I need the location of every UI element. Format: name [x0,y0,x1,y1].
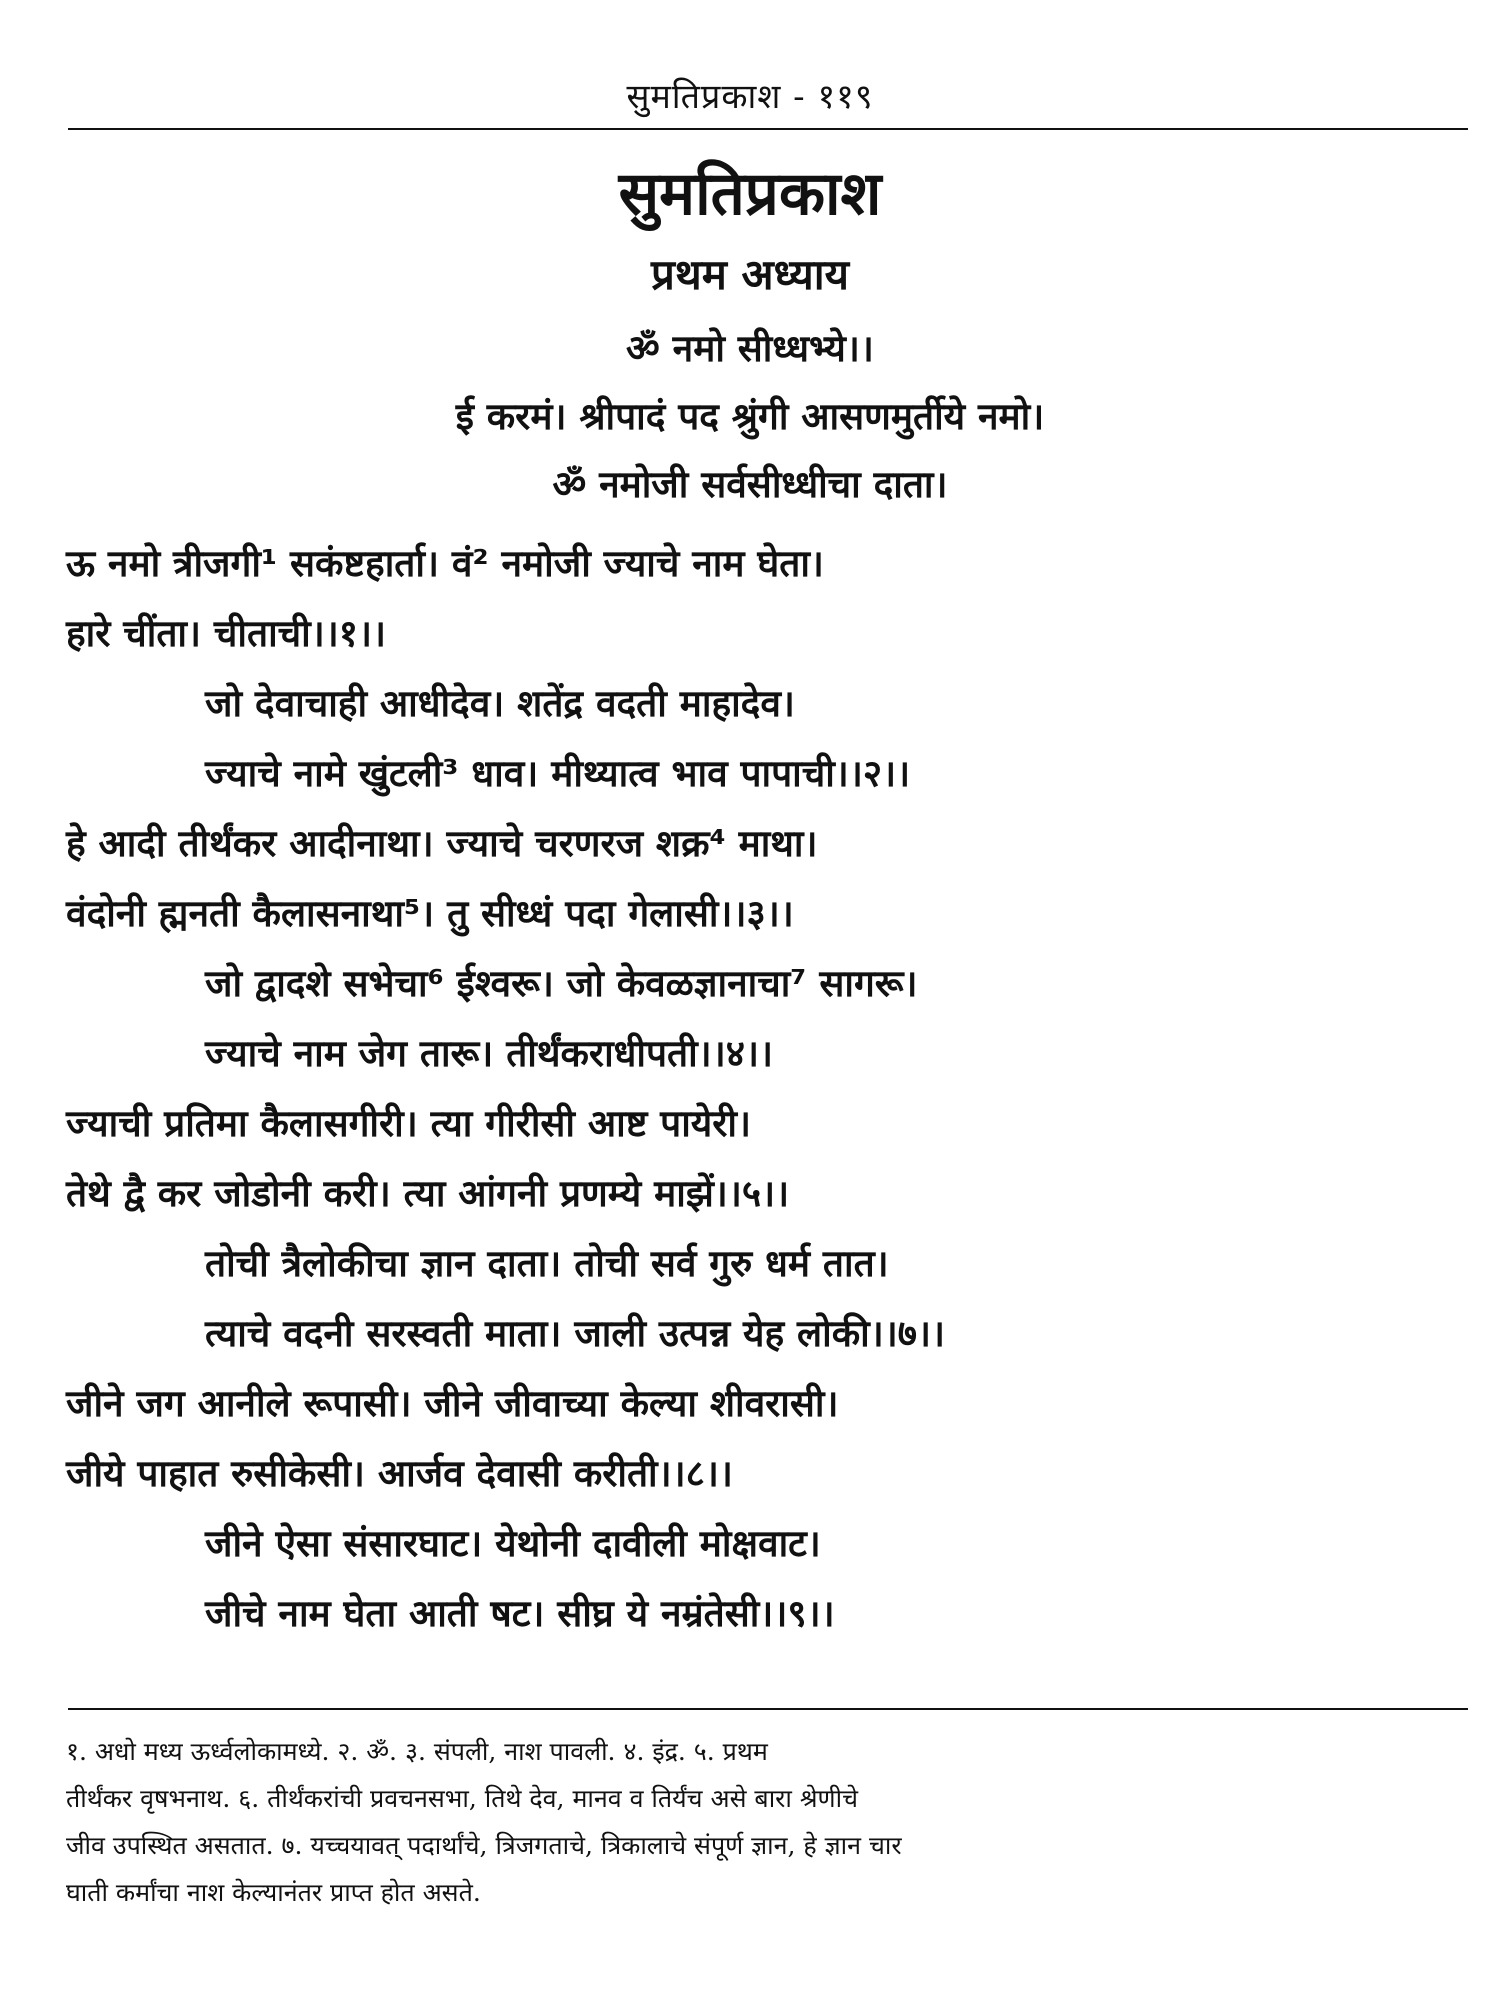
footnote-line: तीर्थंकर वृषभनाथ. ६. तीर्थंकरांची प्रवचनसभा, तिथे देव, मानव व तिर्यंच असे बारा श्रेणीचे [66,1784,858,1813]
verse-line: जीचे नाम घेता आती षट। सीघ्र ये नम्रंतेसी।।९।। [205,1592,835,1635]
verse-line: ई करमं। श्रीपादं पद श्रुंगी आसणमुर्तीये नमो। [455,395,1045,438]
verse-line: जीने ऐसा संसारघाट। येथोनी दावीली मोक्षवाट। [205,1522,821,1565]
verse-line: वंदोनी ह्मनती कैलासनाथा⁵। तु सीध्धं पदा गेलासी।।३।। [66,892,794,935]
verse-line: ज्याची प्रतिमा कैलासगीरी। त्या गीरीसी आष्ट पायेरी। [66,1102,751,1145]
verse-line: त्याचे वदनी सरस्वती माता। जाली उत्पन्न येह लोकी।।७।। [205,1312,946,1355]
verse-line: ज्याचे नामे खुंटली³ धाव। मीथ्यात्व भाव पापाची।।२।। [205,752,911,795]
verse-line: ॐ नमोजी सर्वसीध्धीचा दाता। [552,463,948,506]
verse-line: जीने जग आनीले रूपासी। जीने जीवाच्या केल्या शीवरासी। [66,1382,839,1425]
header-rule [68,128,1468,130]
verse-line: जो देवाचाही आधीदेव। शतेंद्र वदती माहादेव। [205,682,795,725]
page-title: सुमतिप्रकाश [618,159,882,229]
chapter-subtitle: प्रथम अध्याय [651,250,849,299]
footnote-rule [68,1708,1468,1710]
footnote-line: १. अधो मध्य ऊर्ध्वलोकामध्ये. २. ॐ. ३. संपली, नाश पावली. ४. इंद्र. ५. प्रथम [66,1737,768,1766]
footnotes [66,1728,1466,1916]
verse-line: ज्याचे नाम जेग तारू। तीर्थंकराधीपती।।४।। [205,1032,774,1075]
footnote-line: जीव उपस्थित असतात. ७. यच्चयावत् पदार्थांचे, त्रिजगताचे, त्रिकालाचे संपूर्ण ज्ञान, हे ज्ञान चार [66,1831,902,1860]
running-head: सुमतिप्रकाश - ११९ [626,77,874,117]
verse-line: तोची त्रैलोकीचा ज्ञान दाता। तोची सर्व गुरु धर्म तात। [205,1242,889,1285]
verse-line: तेथे द्वै कर जोडोनी करी। त्या आंगनी प्रणम्ये माझें।।५।। [66,1172,790,1215]
verse-line: जो द्वादशे सभेचा⁶ ईश्वरू। जो केवळज्ञानाचा⁷ सागरू। [205,962,918,1005]
verse-line: ॐ नमो सीध्धभ्ये।। [626,327,874,370]
verse-line: जीये पाहात रुसीकेसी। आर्जव देवासी करीती।।८।। [66,1452,733,1495]
verse-line: हे आदी तीर्थंकर आदीनाथा। ज्याचे चरणरज शक्र⁴ माथा। [66,822,818,865]
verse-line: हारे चींता। चीताची।।१।। [66,612,387,655]
footnote-line: घाती कर्मांचा नाश केल्यानंतर प्राप्त होत असते. [66,1878,481,1907]
verse-line: ऊ नमो त्रीजगी¹ सकंष्टहार्ता। वं² नमोजी ज्याचे नाम घेता। [66,542,824,585]
